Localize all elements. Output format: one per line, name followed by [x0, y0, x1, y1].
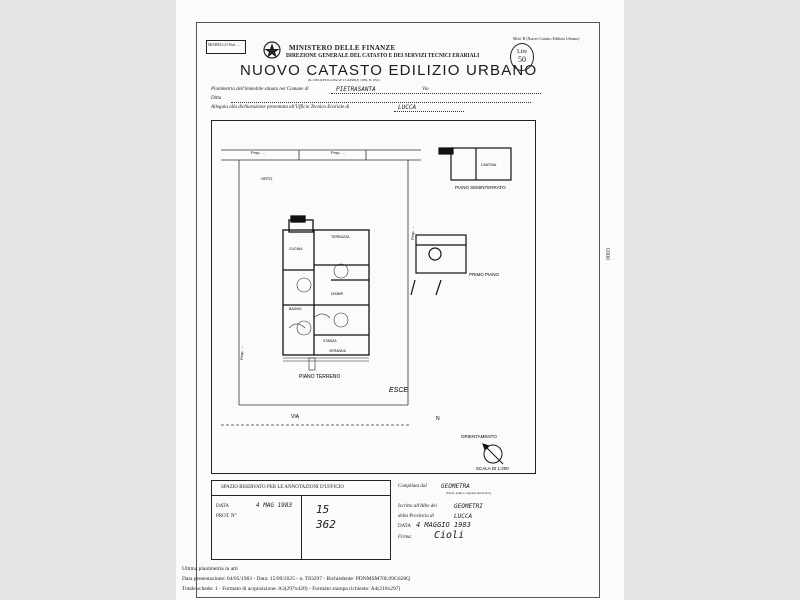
- revenue-stamp: [510, 43, 534, 71]
- office-num-top: 15: [316, 503, 330, 516]
- compiler-signature: Cioli: [434, 530, 465, 541]
- provincia-value: LUCCA: [454, 513, 473, 520]
- stamp-lire: Lire: [517, 49, 527, 55]
- room-bagno: BAGNO: [289, 307, 302, 311]
- emblem-icon: [262, 40, 282, 60]
- ground-floor-label: PIANO TERRENO: [299, 374, 341, 380]
- albo-value: GEOMETRI: [454, 503, 483, 510]
- neighbor-left: Prop. ...: [239, 345, 244, 360]
- north-label: N: [436, 416, 440, 422]
- document-sheet: [176, 0, 624, 600]
- entrance-label: ESCE: [389, 387, 409, 394]
- compilata-label: Compilata dal: [398, 484, 427, 489]
- comune-value: PIETRASANTA: [336, 86, 376, 93]
- compiler-data-label: DATA: [398, 524, 411, 529]
- office-divider-v: [301, 495, 302, 560]
- via-label: Via: [422, 87, 429, 92]
- first-floor-label: PRIMO PIANO: [469, 272, 500, 277]
- compiler-role: GEOMETRA: [441, 483, 470, 490]
- ditta-line: [231, 102, 531, 103]
- allegata-label: Allegata alla dichiarazione presentata all'Ufficio Tecnico Erariale di: [211, 105, 350, 110]
- office-num-bottom: 362: [316, 518, 336, 531]
- office-prot-label: PROT. N°: [216, 514, 237, 519]
- floor-plan-drawing: [211, 120, 536, 474]
- modulo-stamp-text: MODELLO Prot. ...: [208, 42, 241, 47]
- document-title: NUOVO CATASTO EDILIZIO URBANO: [240, 62, 538, 79]
- modulo-stamp: [206, 40, 246, 54]
- veranda-label: VERANDA: [329, 349, 346, 353]
- stamp-value: 50: [518, 55, 526, 64]
- room-cucina: CUCINA: [289, 247, 303, 251]
- provincia-label: della Provincia di: [398, 514, 434, 519]
- ministry-name: MINISTERO DELLE FINANZE: [289, 44, 396, 52]
- ufficio-line: [394, 111, 464, 112]
- model-reference: Mod. B (Nuovo Catasto Edilizio Urbano): [513, 36, 580, 41]
- street-label: VIA: [291, 414, 300, 420]
- firma-label: Firma:: [398, 535, 413, 540]
- ufficio-value: LUCCA: [398, 104, 417, 111]
- office-data-label: DATA: [216, 504, 229, 509]
- footer-line-1: Ultima planimetria in atti: [182, 566, 238, 572]
- comune-line: [331, 93, 541, 94]
- compiler-note: (Titolo, nome e cognome del tecnico): [446, 491, 492, 495]
- orto-label: ORTO: [261, 176, 273, 181]
- office-data-value: 4 MAG 1983: [256, 502, 293, 509]
- planimetria-label: Planimetria dell'immobile situato nel Comune di: [211, 87, 309, 92]
- compiler-date: 4 MAGGIO 1983: [416, 521, 471, 529]
- footer-line-3: Totale schede: 1 - Formato di acquisizione: A3(297x420) - Formato stampa richiesto: A4(210x297): [182, 586, 401, 592]
- orientation-label: ORIENTAMENTO: [461, 434, 497, 439]
- cantina-label: CANTINA: [481, 163, 497, 167]
- albo-label: Iscritto all'Albo dei: [398, 504, 437, 509]
- neighbor-top-left: Prop. ...: [251, 150, 266, 155]
- neighbor-top-right: Prop. ...: [331, 150, 346, 155]
- room-terrazza: TERRAZZA: [331, 235, 350, 239]
- scale-label: SCALA DI 1:200: [476, 466, 509, 471]
- directorate-name: DIREZIONE GENERALE DEL CATASTO E DEI SERVIZI TECNICI ERARIALI: [286, 53, 480, 59]
- decree-reference: (R. DECRETO-LEGGE 13 APRILE 1939, N. 652): [308, 78, 380, 82]
- room-disimpegno: DISIMP.: [331, 292, 344, 296]
- neighbor-right: Prop. ...: [410, 225, 415, 240]
- ditta-label: Ditta: [211, 96, 222, 101]
- footer-line-2: Data presentazione: 04/05/1983 - Data: 15/09/2025 - n. T83297 - Richiedente: PDNMSM70L09G628Q: [182, 576, 411, 582]
- room-stanza: STANZA: [323, 339, 337, 343]
- semi-floor-label: PIANO SEMINTERRATO: [455, 185, 506, 190]
- side-stamp: 0003: [606, 248, 612, 260]
- office-title: SPAZIO RISERVATO PER LE ANNOTAZIONI D'UFFICIO: [221, 485, 344, 490]
